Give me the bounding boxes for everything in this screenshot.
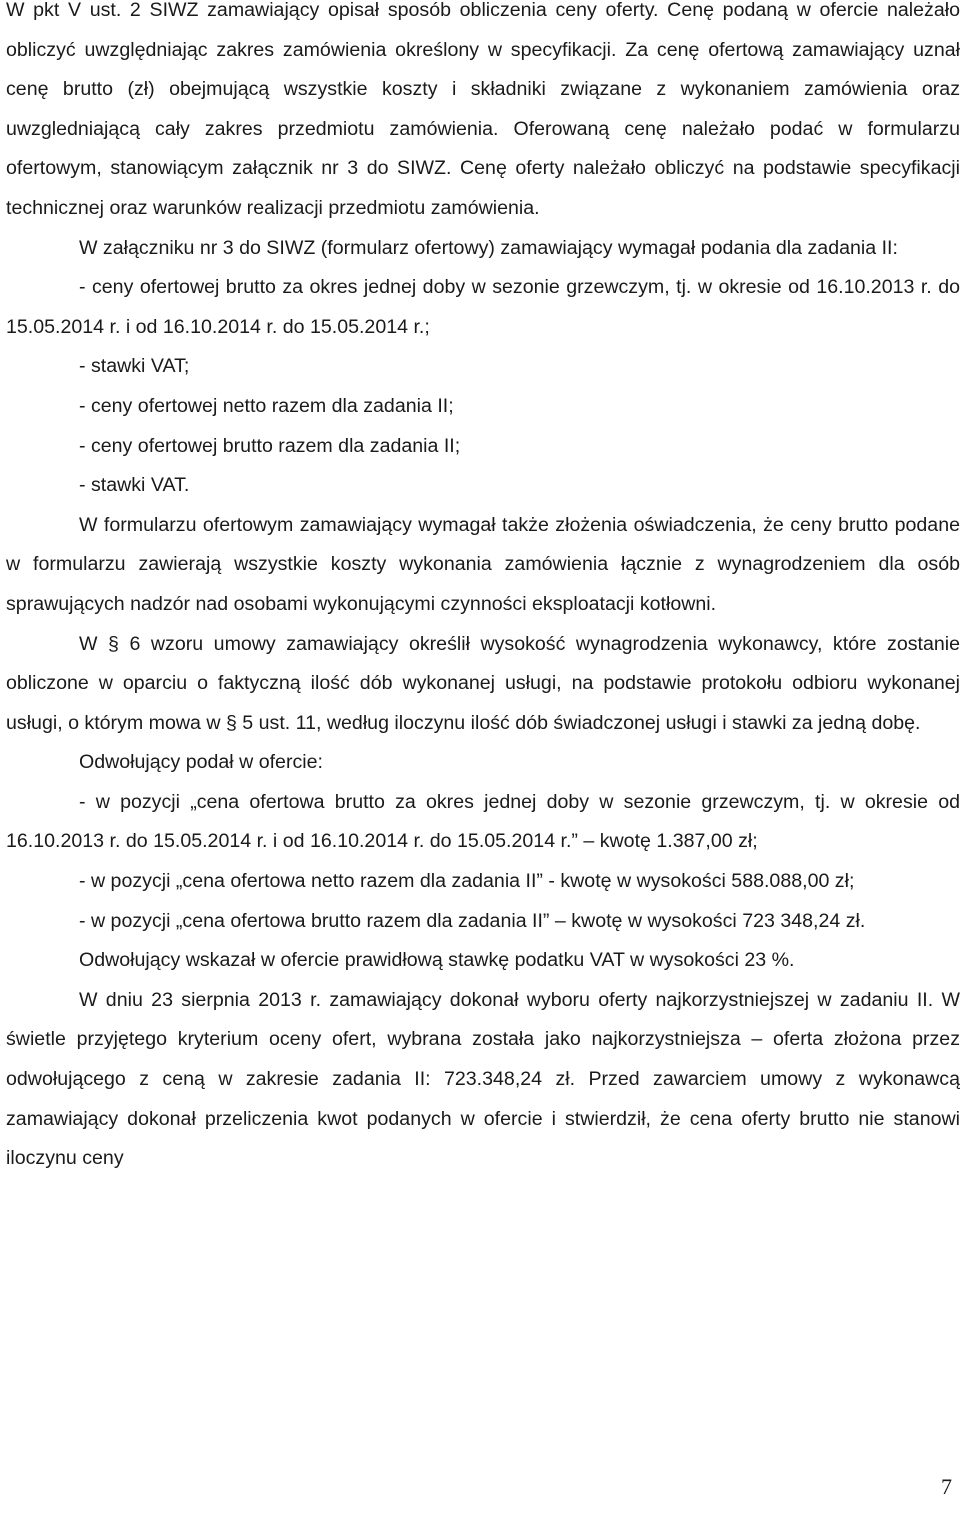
list-item-offer-net-total: - w pozycji „cena ofertowa netto razem dla zadania II” - kwotę w wysokości 588.088,00 zł; xyxy=(79,870,855,893)
paragraph-appellant-offer-intro: Odwołujący podał w ofercie: xyxy=(79,751,323,774)
paragraph-price-method: W pkt V ust. 2 SIWZ zamawiający opisał sposób obliczenia ceny oferty. Cenę podaną w ofercie należało obliczyć uwzględniając zakres zamówienia określony w specyfikacji. Za cenę ofertową zamawiający uznał cenę brutto (zł) obejmującą wszystkie koszty i składniki związane z wykonaniem zamówienia oraz uwzgledniającą cały zakres przedmiotu zamówienia. Oferowaną cenę należało podać w formularzu ofertowym, stanowiącym załącznik nr 3 do SIWZ. Cenę oferty należało obliczyć na podstawie specyfikacji technicznej oraz warunków realizacji przedmiotu zamówienia. xyxy=(6,0,960,219)
paragraph-vat-indicated: Odwołujący wskazał w ofercie prawidłową stawkę podatku VAT w wysokości 23 %. xyxy=(79,949,795,972)
list-item-gross-price-per-day: - ceny ofertowej brutto za okres jednej doby w sezonie grzewczym, tj. w okresie od 16.10.2013 r. do 15.05.2014 r. i od 16.10.2014 r. do 15.05.2014 r.; xyxy=(6,276,960,338)
list-item-vat-rate-1: - stawki VAT; xyxy=(79,355,190,378)
list-item-offer-gross-total: - w pozycji „cena ofertowa brutto razem dla zadania II” – kwotę w wysokości 723 348,24 zł. xyxy=(79,909,866,932)
list-item-gross-price-total: - ceny ofertowej brutto razem dla zadania II; xyxy=(79,434,461,457)
paragraph-contract-remuneration: W § 6 wzoru umowy zamawiający określił wysokość wynagrodzenia wykonawcy, które zostanie obliczone w oparciu o faktyczną ilość dób wykonanej usługi, na podstawie protokołu odbioru wykonanej usługi, o którym mowa w § 5 ust. 11, według iloczynu ilość dób świadczonej usługi i stawki za jedną dobę. xyxy=(6,632,960,734)
paragraph-declaration: W formularzu ofertowym zamawiający wymagał także złożenia oświadczenia, że ceny brutto podane w formularzu zawierają wszystkie koszty wykonania zamówienia łącznie z wynagrodzeniem dla osób sprawujących nadzór nad osobami wykonującymi czynności eksploatacji kotłowni. xyxy=(6,513,960,615)
paragraph-attachment-requirements: W załączniku nr 3 do SIWZ (formularz ofertowy) zamawiający wymagał podania dla zadania II: xyxy=(79,236,898,259)
list-item-net-price-total: - ceny ofertowej netto razem dla zadania II; xyxy=(79,394,454,417)
paragraph-selection-decision: W dniu 23 sierpnia 2013 r. zamawiający dokonał wyboru oferty najkorzystniejszej w zadaniu II. W świetle przyjętego kryterium oceny ofert, wybrana została jako najkorzystniejsza – oferta złożona przez odwołującego z ceną w zakresie zadania II: 723.348,24 zł. Przed zawarciem umowy z wykonawcą zamawiający dokonał przeliczenia kwot podanych w ofercie i stwierdził, że cena oferty brutto nie stanowi iloczynu ceny xyxy=(6,988,960,1170)
list-item-offer-gross-per-day: - w pozycji „cena ofertowa brutto za okres jednej doby w sezonie grzewczym, tj. w okresie od 16.10.2013 r. do 15.05.2014 r. i od 16.10.2014 r. do 15.05.2014 r.” – kwotę 1.387,00 zł; xyxy=(6,790,960,853)
list-item-vat-rate-2: - stawki VAT. xyxy=(79,474,190,497)
page-number: 7 xyxy=(941,1474,952,1499)
